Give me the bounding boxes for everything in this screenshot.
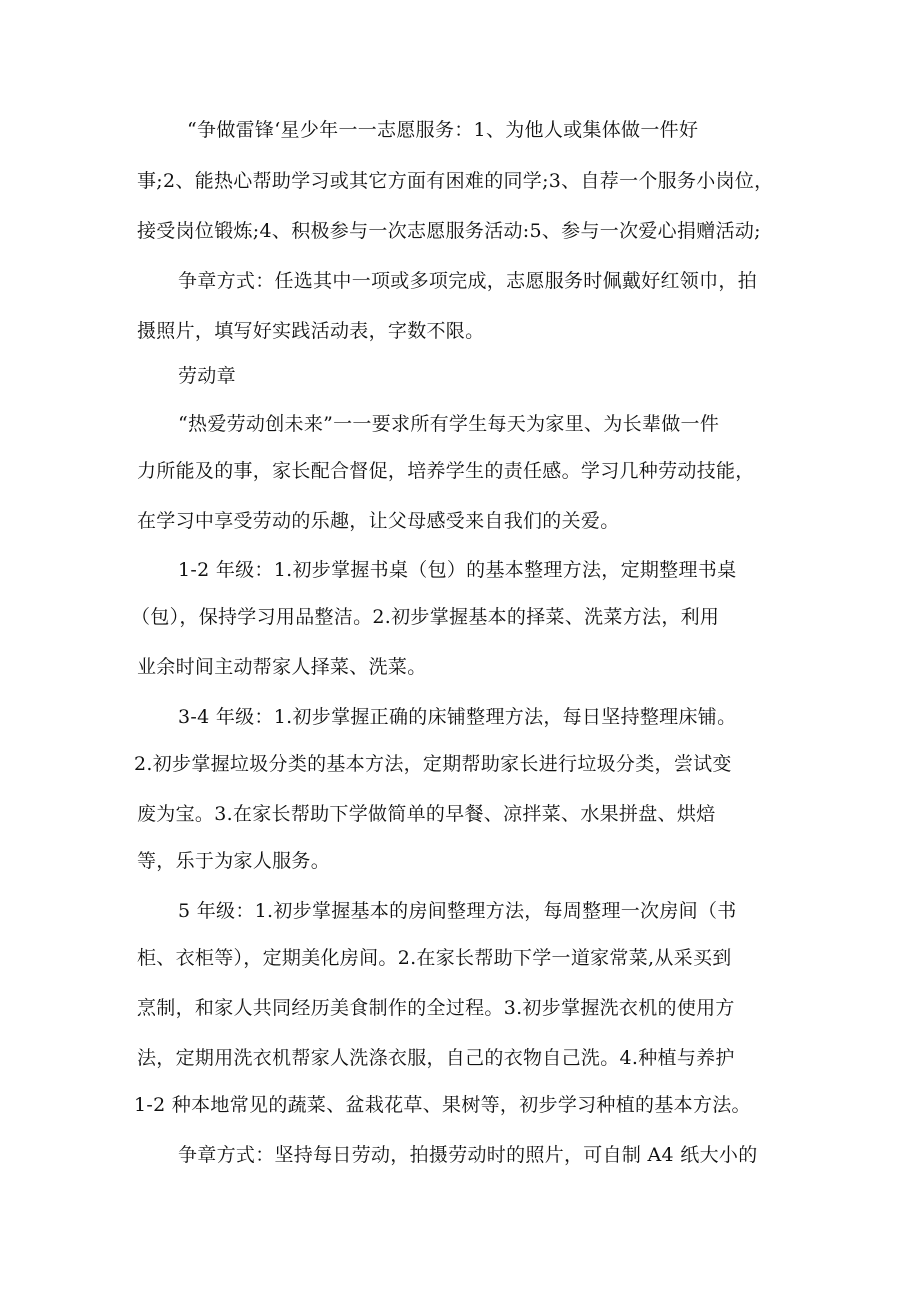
- text-line: 法，定期用洗衣机帮家人洗涤衣服，自己的衣物自己洗。4.种植与养护: [137, 1047, 735, 1069]
- text-line: 业余时间主动帮家人择菜、洗菜。: [137, 656, 427, 678]
- text-line: 5 年级：1.初步掌握基本的房间整理方法，每周整理一次房间（书: [178, 900, 737, 922]
- text-line: 等，乐于为家人服务。: [137, 850, 331, 872]
- text-line: 2.初步掌握垃圾分类的基本方法，定期帮助家长进行垃圾分类，尝试变: [134, 753, 732, 775]
- text-line: 1-2 种本地常见的蔬菜、盆栽花草、果树等，初步学习种植的基本方法。: [134, 1094, 751, 1116]
- text-line: 在学习中享受劳动的乐趣，让父母感受来自我们的关爱。: [137, 510, 620, 532]
- text-line: 1-2 年级：1.初步掌握书桌（包）的基本整理方法，定期整理书桌: [178, 559, 737, 581]
- text-line: 接受岗位锻炼;4、积极参与一次志愿服务活动:5、参与一次爱心捐赠活动;: [137, 220, 761, 242]
- text-line: 争章方式：坚持每日劳动，拍摄劳动时的照片，可自制 A4 纸大小的: [178, 1144, 758, 1166]
- text-line: “热爱劳动创未来”一一要求所有学生每天为家里、为长辈做一件: [178, 413, 720, 435]
- text-line: 废为宝。3.在家长帮助下学做简单的早餐、凉拌菜、水果拼盘、烘焙: [137, 803, 716, 825]
- text-line: “争做雷锋‘星少年一一志愿服务：1、为他人或集体做一件好: [187, 119, 699, 141]
- text-line: 柜、衣柜等），定期美化房间。2.在家长帮助下学一道家常菜,从采买到: [137, 947, 732, 969]
- text-line: 力所能及的事，家长配合督促，培养学生的责任感。学习几种劳动技能，: [137, 460, 755, 482]
- text-line: 事;2、能热心帮助学习或其它方面有困难的同学;3、自荐一个服务小岗位，: [137, 170, 774, 192]
- section-heading: 劳动章: [178, 365, 236, 387]
- text-line: 3-4 年级：1.初步掌握正确的床铺整理方法，每日坚持整理床铺。: [178, 706, 737, 728]
- text-line: 摄照片，填写好实践活动表，字数不限。: [137, 320, 485, 342]
- text-line: 烹制，和家人共同经历美食制作的全过程。3.初步掌握洗衣机的使用方: [137, 997, 735, 1019]
- text-line: （包），保持学习用品整洁。2.初步掌握基本的择菜、洗菜方法，利用: [131, 606, 720, 628]
- text-line: 争章方式：任选其中一项或多项完成，志愿服务时佩戴好红领巾，拍: [178, 270, 758, 292]
